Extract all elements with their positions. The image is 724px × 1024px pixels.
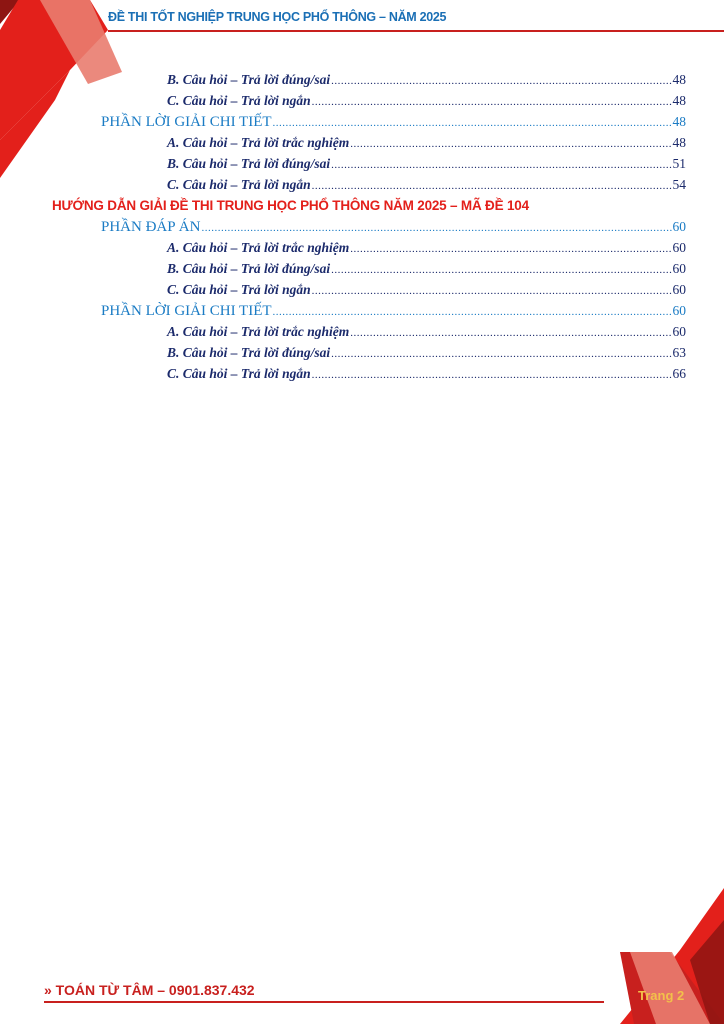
- toc-leader-dots: [350, 243, 671, 255]
- toc-entry[interactable]: [167, 366, 686, 387]
- toc-page-number: 66: [672, 366, 686, 381]
- toc-leader-dots: [350, 327, 671, 339]
- toc-entry[interactable]: [167, 177, 686, 198]
- toc-page-number: 60: [672, 282, 686, 297]
- toc-entry[interactable]: [167, 93, 686, 114]
- toc-entry-label: A. Câu hỏi – Trả lời trắc nghiệm: [167, 135, 350, 150]
- toc-page-number: 48: [672, 114, 686, 129]
- toc-entry-label: B. Câu hỏi – Trả lời đúng/sai: [167, 345, 331, 360]
- toc-entry[interactable]: [167, 72, 686, 93]
- toc-leader-dots: [312, 369, 672, 381]
- toc-leader-dots: [273, 117, 672, 129]
- toc-page-number: 60: [672, 261, 686, 276]
- header-title: ĐỀ THI TỐT NGHIỆP TRUNG HỌC PHỔ THÔNG – NĂM 2025: [108, 10, 447, 24]
- toc-entry[interactable]: [167, 345, 686, 366]
- toc-leader-dots: [312, 285, 672, 297]
- toc-entry[interactable]: [167, 156, 686, 177]
- toc-entry[interactable]: [167, 261, 686, 282]
- toc-page-number: 48: [672, 135, 686, 150]
- toc-entry-label: C. Câu hỏi – Trả lời ngắn: [167, 366, 311, 381]
- page-number-label: Trang 2: [638, 988, 685, 1003]
- toc-page-number: 60: [672, 219, 686, 234]
- toc-entry-label: B. Câu hỏi – Trả lời đúng/sai: [167, 261, 331, 276]
- toc-leader-dots: [201, 222, 671, 234]
- toc-entry-label: C. Câu hỏi – Trả lời ngắn: [167, 282, 311, 297]
- toc-leader-dots: [312, 96, 672, 108]
- toc-entry-label: C. Câu hỏi – Trả lời ngắn: [167, 177, 311, 192]
- toc-page-number: 60: [672, 303, 686, 318]
- toc-leader-dots: [312, 180, 672, 192]
- toc-section-label: PHẦN ĐÁP ÁN: [101, 219, 201, 235]
- toc-section-entry[interactable]: [101, 303, 686, 324]
- toc-page-number: 63: [672, 345, 686, 360]
- toc-page-number: 60: [672, 324, 686, 339]
- toc-leader-dots: [273, 306, 672, 318]
- top-left-ribbon-decoration: [0, 0, 130, 180]
- toc-page-number: 54: [672, 177, 686, 192]
- toc-page-number: 60: [672, 240, 686, 255]
- toc-entry-label: A. Câu hỏi – Trả lời trắc nghiệm: [167, 324, 350, 339]
- toc-leader-dots: [331, 348, 671, 360]
- header-divider: [108, 30, 724, 32]
- toc-entry[interactable]: [167, 240, 686, 261]
- toc-leader-dots: [331, 75, 671, 87]
- toc-entry-label: B. Câu hỏi – Trả lời đúng/sai: [167, 72, 331, 87]
- toc-page-number: 51: [672, 156, 686, 171]
- toc-entry-label: A. Câu hỏi – Trả lời trắc nghiệm: [167, 240, 350, 255]
- toc-page-number: 48: [672, 72, 686, 87]
- toc-section-label: PHẦN LỜI GIẢI CHI TIẾT: [101, 303, 272, 319]
- toc-section-entry[interactable]: [101, 219, 686, 240]
- toc-page-number: 48: [672, 93, 686, 108]
- toc-entry[interactable]: [167, 282, 686, 303]
- toc-leader-dots: [331, 159, 671, 171]
- toc-leader-dots: [350, 138, 671, 150]
- toc-chapter-heading[interactable]: [52, 198, 686, 219]
- toc-entry[interactable]: [167, 324, 686, 345]
- toc-entry[interactable]: [167, 135, 686, 156]
- toc-section-entry[interactable]: [101, 114, 686, 135]
- footer-divider: [44, 1001, 604, 1003]
- footer-contact: » TOÁN TỪ TÂM – 0901.837.432: [44, 982, 255, 998]
- toc-entry-label: B. Câu hỏi – Trả lời đúng/sai: [167, 156, 331, 171]
- toc-entry-label: C. Câu hỏi – Trả lời ngắn: [167, 93, 311, 108]
- toc-section-label: PHẦN LỜI GIẢI CHI TIẾT: [101, 114, 272, 130]
- toc-leader-dots: [331, 264, 671, 276]
- toc-chapter-label: HƯỚNG DẪN GIẢI ĐỀ THI TRUNG HỌC PHỔ THÔNG NĂM 2025 – MÃ ĐỀ 104: [52, 198, 529, 213]
